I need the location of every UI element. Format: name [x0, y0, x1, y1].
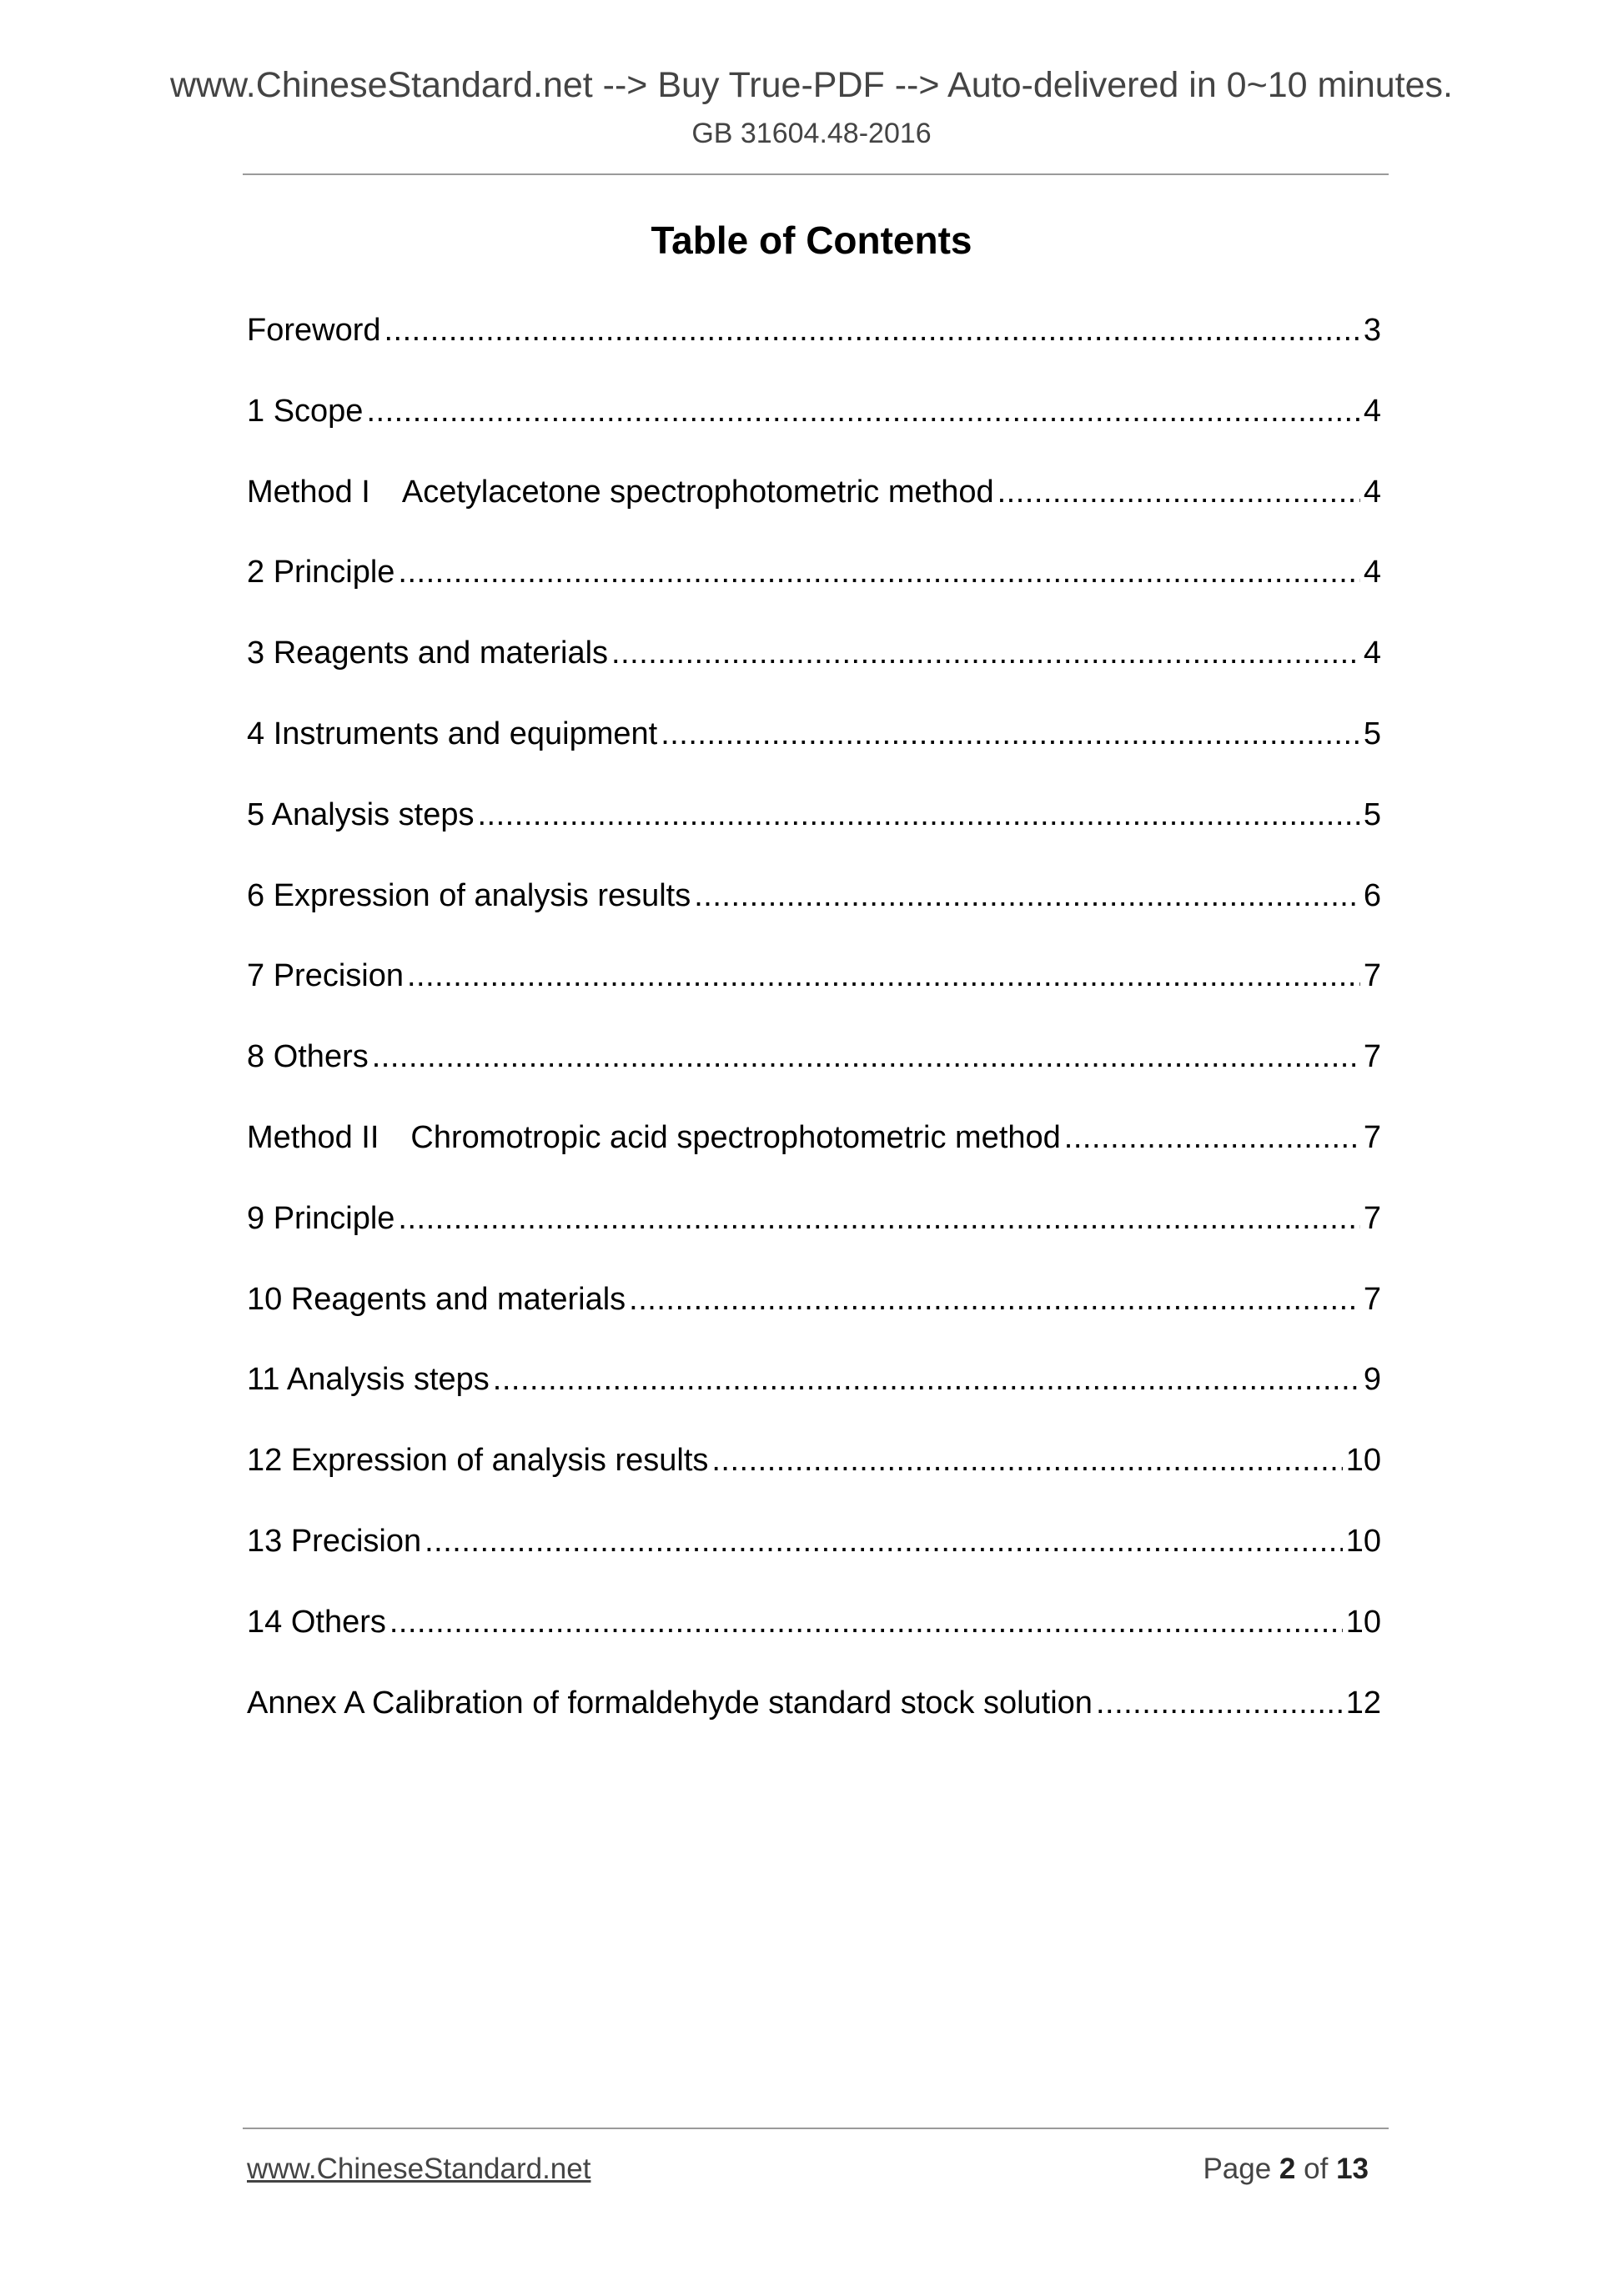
toc-entry-page: 12 — [1345, 1685, 1381, 1721]
toc-leader-dots — [493, 1358, 1360, 1401]
toc-entry-page: 5 — [1363, 716, 1381, 751]
document-code: GB 31604.48-2016 — [691, 118, 932, 149]
toc-entry-label: 4 Instruments and equipment — [247, 716, 658, 751]
toc-leader-dots — [611, 631, 1360, 675]
toc-leader-dots — [398, 550, 1359, 594]
toc-entry-others[interactable] — [247, 1035, 1381, 1116]
toc-entry-expression-2[interactable] — [247, 1439, 1381, 1520]
toc-entry-label: 6 Expression of analysis results — [247, 877, 691, 913]
toc-entry-page: 5 — [1363, 796, 1381, 832]
toc-entry-label: 11 Analysis steps — [247, 1362, 490, 1398]
toc-entry-page: 10 — [1345, 1443, 1381, 1479]
toc-entry-page: 7 — [1363, 1281, 1381, 1317]
toc-method-title: Acetylacetone spectrophotometric method — [401, 474, 994, 510]
toc-entry-label: 9 Principle — [247, 1200, 395, 1236]
toc-entry-label: 3 Reagents and materials — [247, 636, 609, 671]
toc-entry-label: 1 Scope — [247, 393, 364, 429]
toc-entry-label: 5 Analysis steps — [247, 796, 475, 832]
toc-entry-page: 6 — [1363, 877, 1381, 913]
footer-site-link[interactable]: www.ChineseStandard.net — [247, 2153, 591, 2185]
page-prefix: Page — [1203, 2153, 1272, 2185]
toc-entry-label: Annex A Calibration of formaldehyde standard stock solution — [247, 1685, 1093, 1721]
toc-entry-page: 7 — [1363, 958, 1381, 994]
toc-entry-page: 4 — [1363, 474, 1381, 510]
page-of: of — [1304, 2153, 1329, 2185]
toc-entry-expression[interactable] — [247, 874, 1381, 955]
toc-entry-label — [247, 470, 994, 514]
toc-entry-annex-a[interactable] — [247, 1681, 1381, 1762]
toc-entry-method-1[interactable] — [247, 470, 1381, 551]
toc-entry-precision-2[interactable] — [247, 1520, 1381, 1600]
page-total: 13 — [1336, 2153, 1369, 2185]
toc-entry-page: 7 — [1363, 1039, 1381, 1075]
toc-entry-method-2[interactable] — [247, 1116, 1381, 1197]
toc-list — [247, 309, 1381, 1761]
toc-entry-principle-2[interactable] — [247, 1197, 1381, 1278]
toc-leader-dots — [694, 874, 1360, 917]
toc-entry-page: 9 — [1363, 1362, 1381, 1398]
toc-leader-dots — [389, 1600, 1343, 1644]
toc-entry-page: 4 — [1363, 636, 1381, 671]
toc-entry-label: 14 Others — [247, 1604, 386, 1640]
toc-entry-reagents[interactable] — [247, 631, 1381, 712]
toc-leader-dots — [1096, 1681, 1343, 1725]
toc-entry-label: 7 Precision — [247, 958, 404, 994]
toc-entry-page: 4 — [1363, 393, 1381, 429]
toc-leader-dots — [407, 954, 1360, 997]
toc-entry-principle[interactable] — [247, 550, 1381, 631]
footer-divider — [243, 2128, 1389, 2129]
toc-leader-dots — [384, 309, 1360, 352]
toc-leader-dots — [425, 1520, 1343, 1563]
toc-leader-dots — [477, 793, 1359, 837]
toc-entry-page: 7 — [1363, 1119, 1381, 1155]
toc-leader-dots — [711, 1439, 1342, 1482]
toc-method-number: Method II — [247, 1119, 379, 1155]
toc-leader-dots — [661, 712, 1360, 756]
toc-entry-others-2[interactable] — [247, 1600, 1381, 1681]
toc-method-title: Chromotropic acid spectrophotometric method — [410, 1119, 1061, 1155]
header-divider — [243, 173, 1389, 175]
toc-method-number: Method I — [247, 474, 370, 510]
toc-leader-dots — [372, 1035, 1360, 1078]
toc-entry-label: 2 Principle — [247, 555, 395, 590]
footer-page-number — [1203, 2150, 1369, 2188]
toc-title: Table of Contents — [651, 219, 972, 262]
toc-entry-analysis-steps[interactable] — [247, 793, 1381, 874]
toc-entry-scope[interactable] — [247, 389, 1381, 470]
toc-entry-label — [247, 1116, 1061, 1159]
toc-entry-foreword[interactable] — [247, 309, 1381, 389]
toc-entry-page: 10 — [1345, 1523, 1381, 1559]
toc-entry-label: 12 Expression of analysis results — [247, 1443, 709, 1479]
toc-leader-dots — [366, 389, 1359, 433]
toc-entry-page: 7 — [1363, 1200, 1381, 1236]
toc-entry-reagents-2[interactable] — [247, 1278, 1381, 1359]
header-banner: www.ChineseStandard.net --> Buy True-PDF --> Auto-delivered in 0~10 minutes. — [169, 65, 1453, 105]
toc-entry-instruments[interactable] — [247, 712, 1381, 793]
toc-entry-page: 3 — [1363, 313, 1381, 348]
toc-leader-dots — [398, 1197, 1359, 1240]
toc-entry-label: 8 Others — [247, 1039, 369, 1075]
page-current: 2 — [1279, 2153, 1296, 2185]
toc-leader-dots — [997, 470, 1360, 514]
toc-entry-page: 4 — [1363, 555, 1381, 590]
toc-entry-label: 13 Precision — [247, 1523, 422, 1559]
toc-entry-precision[interactable] — [247, 954, 1381, 1035]
toc-leader-dots — [629, 1278, 1360, 1321]
toc-entry-label: Foreword — [247, 313, 381, 348]
toc-entry-page: 10 — [1345, 1604, 1381, 1640]
toc-entry-label: 10 Reagents and materials — [247, 1281, 626, 1317]
toc-leader-dots — [1064, 1116, 1360, 1159]
toc-entry-analysis-steps-2[interactable] — [247, 1358, 1381, 1439]
